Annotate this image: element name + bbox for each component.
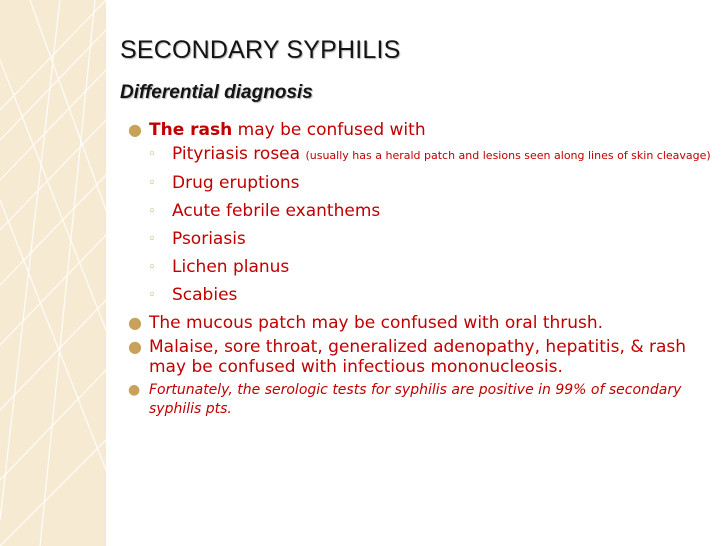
sub-item-pityriasis [128, 144, 718, 166]
sub-item-label: Psoriasis [172, 229, 246, 249]
sub-item-exanthems [128, 201, 718, 222]
bullet-dot-icon: ● [128, 337, 142, 356]
bullet-list [128, 120, 718, 423]
rash-lead-bold: The rash [149, 120, 233, 140]
slide-subtitle: Differential diagnosis [120, 82, 313, 103]
sub-item-drug-eruptions [128, 173, 718, 194]
bullet-mucous-patch [128, 313, 718, 333]
bullet-serologic-note [128, 381, 718, 419]
sub-item-psoriasis [128, 229, 718, 250]
bullet-text: Fortunately, the serologic tests for syphilis are positive in 99% of secondary syphilis pts. [149, 382, 682, 417]
bullet-circle-icon: ◦ [148, 232, 156, 247]
bullet-text: Malaise, sore throat, generalized adenopathy, hepatitis, & rash may be confused with infectious mononucleosis. [149, 337, 687, 377]
sub-item-note: (usually has a herald patch and lesions seen along lines of skin cleavage) [305, 149, 711, 162]
bullet-dot-icon: ● [128, 313, 142, 332]
bullet-dot-icon: ● [128, 382, 141, 398]
bullet-circle-icon: ◦ [148, 147, 156, 162]
sub-item-label: Lichen planus [172, 257, 290, 277]
sub-item-lichen-planus [128, 257, 718, 278]
bullet-text: The mucous patch may be confused with oral thrush. [149, 313, 604, 333]
bullet-circle-icon: ◦ [148, 204, 156, 219]
sub-item-label: Acute febrile exanthems [172, 201, 381, 221]
sub-item-label: Pityriasis rosea [172, 144, 301, 164]
bullet-rash [128, 120, 718, 140]
bullet-dot-icon: ● [128, 120, 142, 139]
sub-item-label: Drug eruptions [172, 173, 300, 193]
bullet-malaise [128, 337, 718, 377]
bullet-circle-icon: ◦ [148, 288, 156, 303]
slide-title: SECONDARY SYPHILIS [120, 36, 401, 64]
side-panel-lines [0, 0, 106, 546]
bullet-circle-icon: ◦ [148, 260, 156, 275]
sub-item-label: Scabies [172, 285, 238, 305]
sub-item-scabies [128, 285, 718, 306]
bullet-circle-icon: ◦ [148, 176, 156, 191]
rash-lead-text: may be confused with [232, 120, 426, 140]
